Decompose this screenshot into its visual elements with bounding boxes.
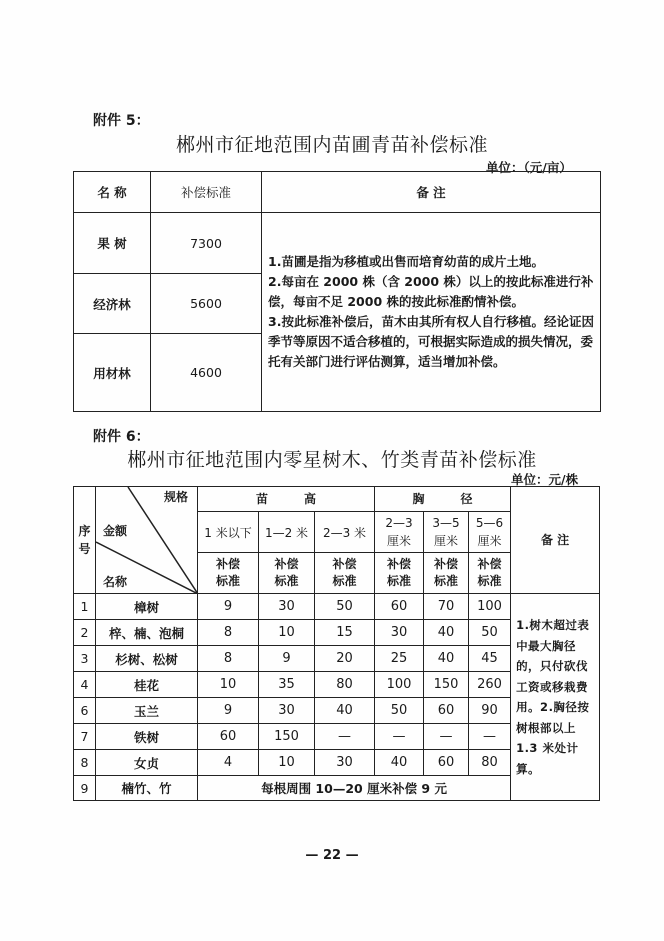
row-value: 80 bbox=[469, 750, 511, 776]
row-name: 楠竹、竹 bbox=[96, 776, 198, 801]
remarks-cell: 1.树木超过表中最大胸径的，只付砍伐工资或移栽费用。2.胸径按树根部以上 1.3 米处计算。 bbox=[511, 594, 600, 801]
row-value: 45 bbox=[469, 646, 511, 672]
row-value: 40 bbox=[424, 620, 469, 646]
header-diameter-col: 5—6 厘米 bbox=[469, 512, 511, 553]
row-seq: 9 bbox=[74, 776, 96, 801]
header-row-1 bbox=[74, 487, 600, 512]
header-std: 补偿 标准 bbox=[424, 553, 469, 594]
row-value: 90 bbox=[469, 698, 511, 724]
header-remarks: 备 注 bbox=[511, 487, 600, 594]
row-value: 10 bbox=[259, 620, 315, 646]
table-row bbox=[74, 213, 601, 274]
row-value: 10 bbox=[259, 750, 315, 776]
row-value: 150 bbox=[424, 672, 469, 698]
header-name: 名 称 bbox=[74, 172, 151, 213]
row-value: — bbox=[424, 724, 469, 750]
row-name: 女贞 bbox=[96, 750, 198, 776]
header-std: 补偿 标准 bbox=[259, 553, 315, 594]
row-value: 260 bbox=[469, 672, 511, 698]
row-name: 杉树、松树 bbox=[96, 646, 198, 672]
row-name: 樟树 bbox=[96, 594, 198, 620]
row-value: 4600 bbox=[151, 334, 262, 412]
row-seq: 6 bbox=[74, 698, 96, 724]
row-value: — bbox=[315, 724, 375, 750]
row-seq: 4 bbox=[74, 672, 96, 698]
attachment-6-unit: 单位：元/株 bbox=[511, 472, 579, 487]
row-value: 40 bbox=[375, 750, 424, 776]
header-height-col: 1 米以下 bbox=[198, 512, 259, 553]
header-diameter-group: 胸 径 bbox=[375, 487, 511, 512]
row-value: 40 bbox=[424, 646, 469, 672]
attachment-5-title: 郴州市征地范围内苗圃青苗补偿标准 bbox=[175, 134, 488, 156]
header-remarks: 备 注 bbox=[262, 172, 601, 213]
nursery-compensation-table bbox=[73, 171, 601, 412]
row-value: 8 bbox=[198, 646, 259, 672]
bamboo-compensation-text: 每根周围 10—20 厘米补偿 9 元 bbox=[198, 776, 511, 801]
row-value: 50 bbox=[375, 698, 424, 724]
header-std: 补偿 标准 bbox=[375, 553, 424, 594]
header-height-group: 苗 高 bbox=[198, 487, 375, 512]
header-amount: 金额 bbox=[103, 524, 128, 538]
row-name: 玉兰 bbox=[96, 698, 198, 724]
remark-1: 1.苗圃是指为移植或出售而培育幼苗的成片土地。 bbox=[268, 254, 544, 269]
row-name: 果 树 bbox=[74, 213, 151, 274]
row-name: 桂花 bbox=[96, 672, 198, 698]
header-std: 补偿 标准 bbox=[469, 553, 511, 594]
row-value: 5600 bbox=[151, 274, 262, 334]
row-name: 经济林 bbox=[74, 274, 151, 334]
header-seq: 序号 bbox=[74, 487, 96, 594]
row-name: 铁树 bbox=[96, 724, 198, 750]
row-value: 70 bbox=[424, 594, 469, 620]
row-value: 9 bbox=[198, 698, 259, 724]
header-standard: 补偿标准 bbox=[151, 172, 262, 213]
row-value: 60 bbox=[424, 750, 469, 776]
header-spec: 规格 bbox=[164, 490, 189, 504]
row-name: 梓、楠、泡桐 bbox=[96, 620, 198, 646]
attachment-6-title: 郴州市征地范围内零星树木、竹类青苗补偿标准 bbox=[127, 449, 537, 471]
row-value: 9 bbox=[259, 646, 315, 672]
row-value: 30 bbox=[315, 750, 375, 776]
remarks-cell bbox=[262, 213, 601, 412]
row-value: 20 bbox=[315, 646, 375, 672]
row-value: 30 bbox=[375, 620, 424, 646]
row-value: 30 bbox=[259, 698, 315, 724]
header-std: 补偿 标准 bbox=[198, 553, 259, 594]
attachment-5-unit: 单位：（元/亩） bbox=[486, 160, 572, 175]
row-value: 15 bbox=[315, 620, 375, 646]
header-std: 补偿 标准 bbox=[315, 553, 375, 594]
table-header-row bbox=[74, 172, 601, 213]
row-value: 35 bbox=[259, 672, 315, 698]
row-value: 60 bbox=[375, 594, 424, 620]
row-value: 4 bbox=[198, 750, 259, 776]
row-seq: 2 bbox=[74, 620, 96, 646]
row-value: 60 bbox=[424, 698, 469, 724]
row-value: 50 bbox=[315, 594, 375, 620]
row-value: 30 bbox=[259, 594, 315, 620]
remark-2: 2.每亩在 2000 株（含 2000 株）以上的按此标准进行补偿，每亩不足 2000 株的按此标准酌情补偿。 bbox=[268, 274, 594, 309]
row-value: 40 bbox=[315, 698, 375, 724]
row-value: 80 bbox=[315, 672, 375, 698]
table-row bbox=[74, 594, 600, 620]
row-value: 7300 bbox=[151, 213, 262, 274]
row-value: 25 bbox=[375, 646, 424, 672]
header-height-col: 2—3 米 bbox=[315, 512, 375, 553]
row-seq: 3 bbox=[74, 646, 96, 672]
attachment-5-label: 附件 5： bbox=[93, 113, 150, 129]
row-seq: 7 bbox=[74, 724, 96, 750]
attachment-6-label: 附件 6： bbox=[93, 429, 150, 445]
header-name: 名称 bbox=[103, 575, 128, 589]
page-number: — 22 — bbox=[305, 848, 359, 863]
header-height-col: 1—2 米 bbox=[259, 512, 315, 553]
row-value: — bbox=[469, 724, 511, 750]
row-value: 60 bbox=[198, 724, 259, 750]
row-name: 用材林 bbox=[74, 334, 151, 412]
remark-3: 3.按此标准补偿后，苗木由其所有权人自行移植。经论证因季节等原因不适合移植的，可根据实际造成的损失情况，委托有关部门进行评估测算，适当增加补偿。 bbox=[268, 314, 594, 369]
row-value: 100 bbox=[469, 594, 511, 620]
row-value: — bbox=[375, 724, 424, 750]
row-value: 50 bbox=[469, 620, 511, 646]
row-value: 9 bbox=[198, 594, 259, 620]
row-seq: 8 bbox=[74, 750, 96, 776]
row-value: 150 bbox=[259, 724, 315, 750]
row-seq: 1 bbox=[74, 594, 96, 620]
header-diameter-col: 2—3 厘米 bbox=[375, 512, 424, 553]
row-value: 100 bbox=[375, 672, 424, 698]
header-diameter-col: 3—5 厘米 bbox=[424, 512, 469, 553]
row-value: 8 bbox=[198, 620, 259, 646]
scattered-trees-compensation-table bbox=[73, 486, 600, 801]
header-diagonal-cell bbox=[96, 487, 198, 594]
row-value: 10 bbox=[198, 672, 259, 698]
